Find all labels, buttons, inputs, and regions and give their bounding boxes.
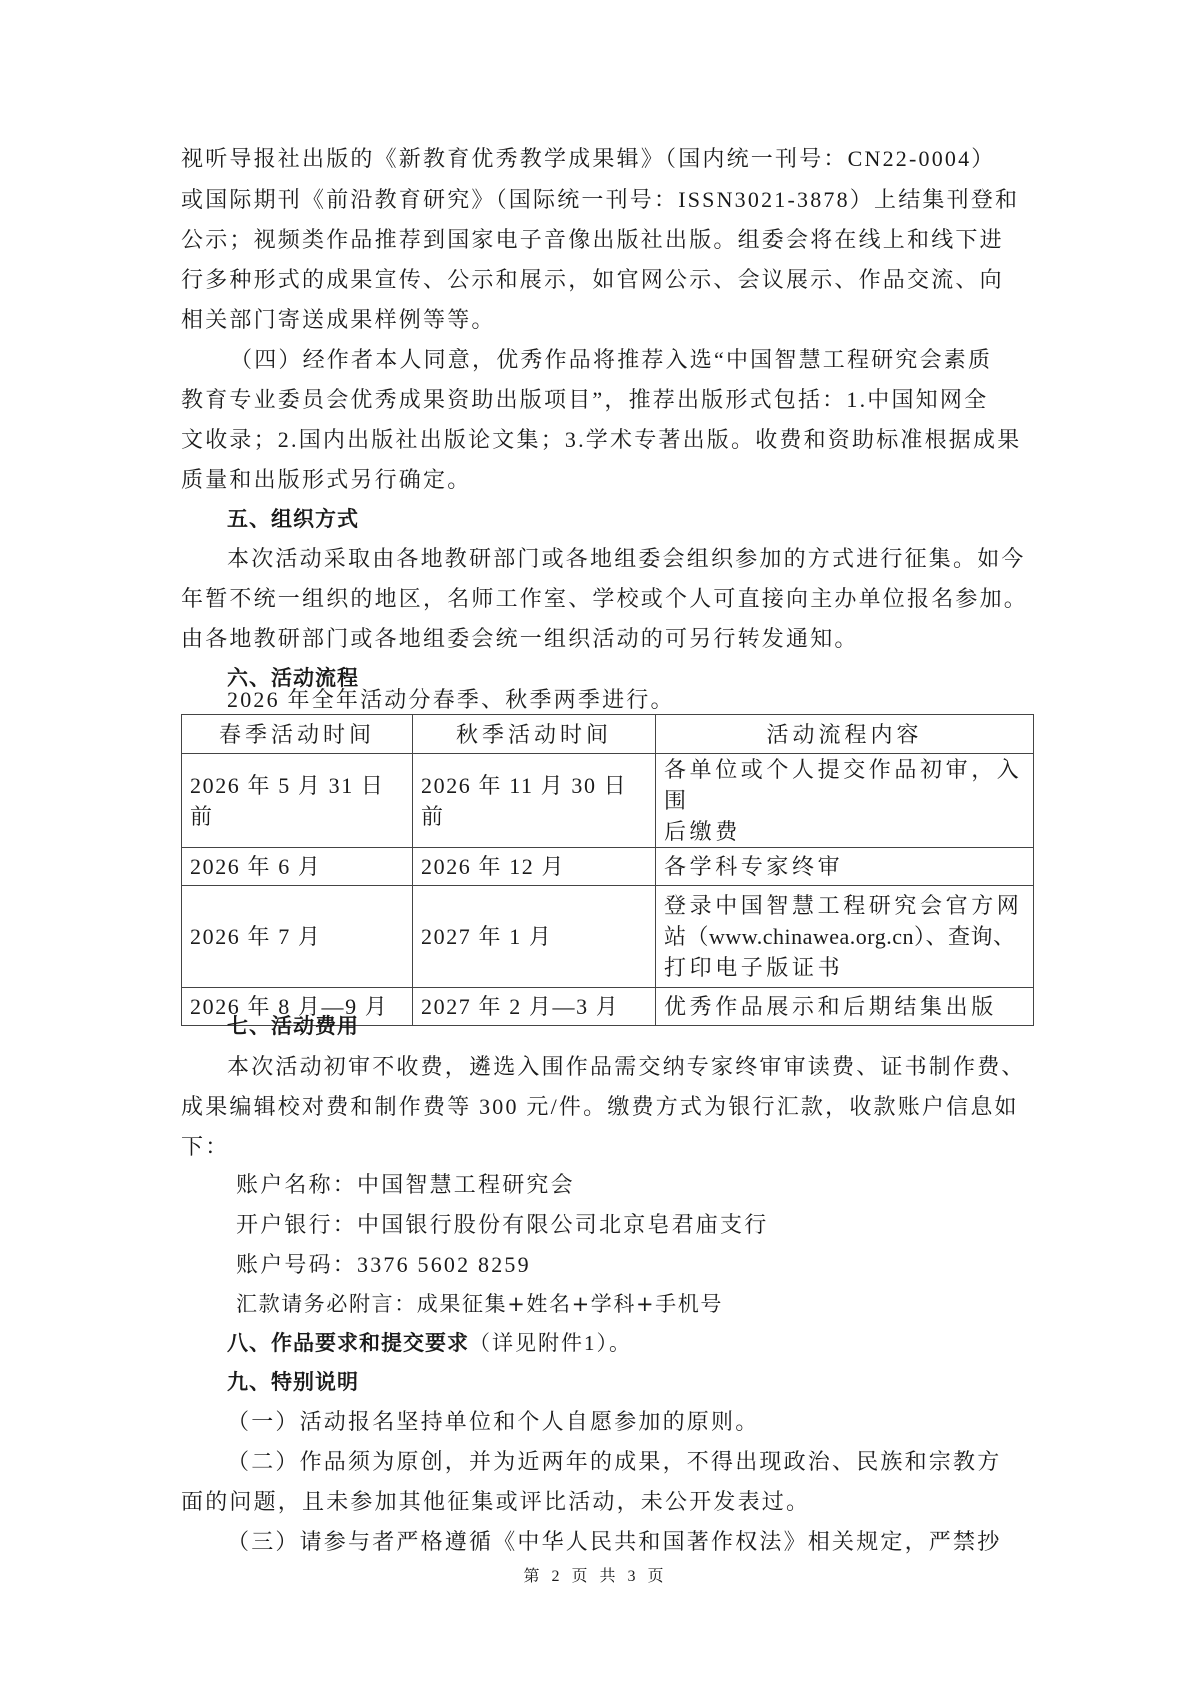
cell-content-line: 各学科专家终审 bbox=[664, 854, 844, 879]
attachment-reference: （详见附件1）。 bbox=[469, 1331, 632, 1355]
paragraph-line: 本次活动采取由各地教研部门或各地组委会组织参加的方式进行征集。如今 bbox=[227, 546, 1026, 571]
paragraph-line: 成果编辑校对费和制作费等 300 元/件。缴费方式为银行汇款，收款账户信息如 bbox=[181, 1094, 1019, 1119]
column-header-content: 活动流程内容 bbox=[656, 715, 1034, 754]
cell-content bbox=[656, 988, 1034, 1026]
paragraph-line: 公示；视频类作品推荐到国家电子音像出版社出版。组委会将在线上和线下进 bbox=[181, 227, 1004, 252]
column-header-spring: 春季活动时间 bbox=[182, 715, 413, 754]
activity-schedule-table bbox=[181, 714, 1034, 1026]
cell-autumn: 2027 年 2 月—3 月 bbox=[413, 988, 656, 1026]
section-heading-special-notes: 九、特别说明 bbox=[227, 1370, 359, 1394]
cell-autumn: 2026 年 12 月 bbox=[413, 848, 656, 886]
cell-autumn: 2027 年 1 月 bbox=[413, 886, 656, 988]
paragraph-line: 下： bbox=[181, 1134, 230, 1159]
cell-spring: 2026 年 8 月—9 月 bbox=[182, 988, 413, 1026]
cell-spring: 2026 年 5 月 31 日前 bbox=[182, 754, 413, 848]
paragraph-line: 或国际期刊《前沿教育研究》（国际统一刊号：ISSN3021-3878）上结集刊登和 bbox=[181, 187, 1020, 212]
table-intro: 2026 年全年活动分春季、秋季两季进行。 bbox=[227, 687, 675, 712]
cell-content-line: 各单位或个人提交作品初审，入围 bbox=[664, 757, 1023, 813]
paragraph-line: 文收录；2.国内出版社出版论文集；3.学术专著出版。收费和资助标准根据成果 bbox=[181, 427, 1022, 452]
paragraph-line: 相关部门寄送成果样例等等。 bbox=[181, 307, 496, 332]
table-row bbox=[182, 886, 1034, 988]
cell-content-line: 站（www.chinawea.org.cn）、查询、 bbox=[664, 924, 1016, 949]
paragraph-line: 本次活动初审不收费，遴选入围作品需交纳专家终审审读费、证书制作费、 bbox=[227, 1054, 1026, 1079]
paragraph-line: 面的问题，且未参加其他征集或评比活动，未公开发表过。 bbox=[181, 1489, 811, 1514]
cell-content-line: 打印电子版证书 bbox=[664, 955, 844, 980]
cell-content bbox=[656, 848, 1034, 886]
cell-content bbox=[656, 886, 1034, 988]
cell-autumn: 2026 年 11 月 30 日前 bbox=[413, 754, 656, 848]
paragraph-line: （三）请参与者严格遵循《中华人民共和国著作权法》相关规定，严禁抄 bbox=[227, 1529, 1002, 1554]
account-bank: 开户银行：中国银行股份有限公司北京皂君庙支行 bbox=[236, 1212, 769, 1237]
paragraph-line: 行多种形式的成果宣传、公示和展示，如官网公示、会议展示、作品交流、向 bbox=[181, 267, 1004, 292]
paragraph-line: （四）经作者本人同意，优秀作品将推荐入选“中国智慧工程研究会素质 bbox=[230, 347, 993, 372]
account-number: 账户号码：3376 5602 8259 bbox=[236, 1252, 531, 1277]
account-name: 账户名称：中国智慧工程研究会 bbox=[236, 1172, 575, 1197]
section-heading-text: 八、作品要求和提交要求 bbox=[227, 1331, 469, 1355]
section-heading-requirements bbox=[227, 1329, 632, 1357]
cell-spring: 2026 年 7 月 bbox=[182, 886, 413, 988]
table-row bbox=[182, 848, 1034, 886]
column-header-autumn: 秋季活动时间 bbox=[413, 715, 656, 754]
paragraph-line: 视听导报社出版的《新教育优秀教学成果辑》（国内统一刊号：CN22-0004） bbox=[181, 146, 996, 171]
paragraph-line: 年暂不统一组织的地区，名师工作室、学校或个人可直接向主办单位报名参加。 bbox=[181, 586, 1029, 611]
section-heading-organization: 五、组织方式 bbox=[227, 507, 359, 531]
paragraph-line: 由各地教研部门或各地组委会统一组织活动的可另行转发通知。 bbox=[181, 626, 859, 651]
paragraph-line: 质量和出版形式另行确定。 bbox=[181, 467, 472, 492]
remittance-note: 汇款请务必附言：成果征集+姓名+学科+手机号 bbox=[236, 1292, 723, 1316]
paragraph-line: （二）作品须为原创，并为近两年的成果，不得出现政治、民族和宗教方 bbox=[227, 1449, 1002, 1474]
cell-spring: 2026 年 6 月 bbox=[182, 848, 413, 886]
table-row bbox=[182, 754, 1034, 848]
page-number: 第 2 页 共 3 页 bbox=[523, 1568, 668, 1585]
cell-content-line: 优秀作品展示和后期结集出版 bbox=[664, 994, 997, 1019]
paragraph-line: 教育专业委员会优秀成果资助出版项目”，推荐出版形式包括：1.中国知网全 bbox=[181, 387, 989, 412]
cell-content bbox=[656, 754, 1034, 848]
paragraph-line: （一）活动报名坚持单位和个人自愿参加的原则。 bbox=[227, 1409, 760, 1434]
cell-content-line: 后缴费 bbox=[664, 819, 741, 844]
cell-content-line: 登录中国智慧工程研究会官方网 bbox=[664, 893, 1023, 918]
section-heading-process: 六、活动流程 bbox=[227, 666, 359, 690]
section-heading-fees: 七、活动费用 bbox=[227, 1014, 359, 1038]
table-header-row bbox=[182, 715, 1034, 754]
